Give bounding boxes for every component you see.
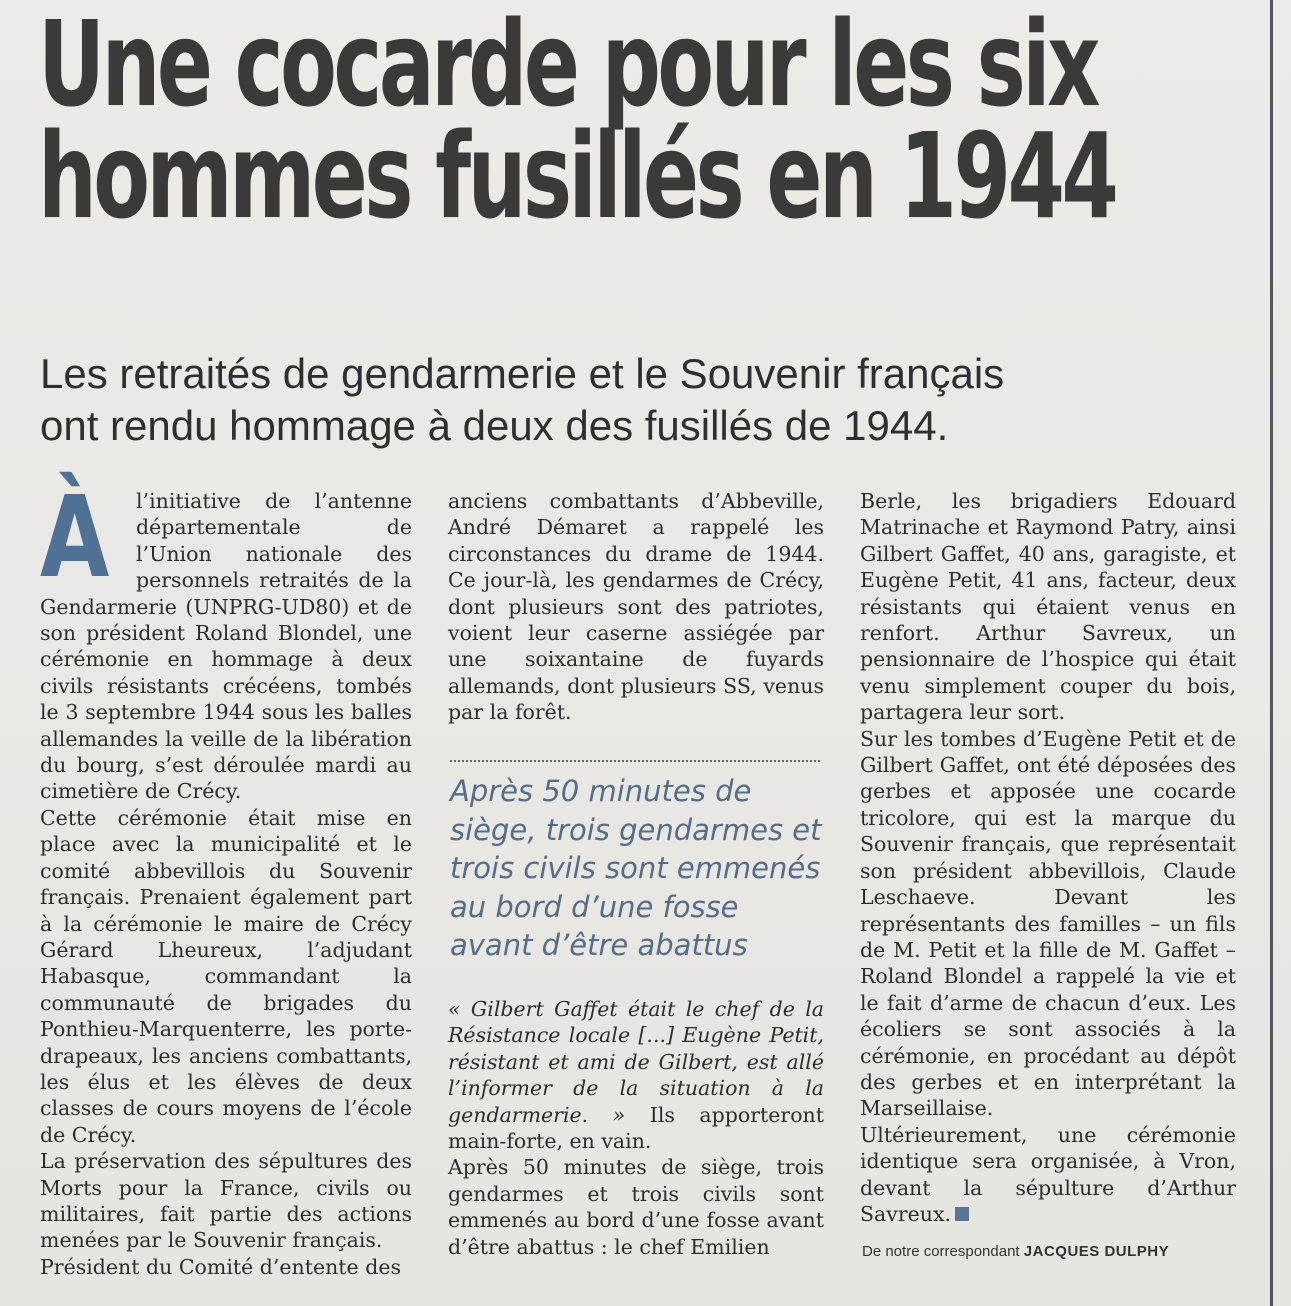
paragraph xyxy=(860,1122,1236,1228)
article-column-1 xyxy=(40,473,412,1280)
pullquote-line: siège, trois gendarmes et xyxy=(450,812,822,847)
paragraph: Berle, les brigadiers Edouard Matrinache et Raymond Patry, ainsi Gilbert Gaffet, 40 ans, garagiste, et Eugène Petit, 41 ans, facteur, deux résistants qui étaient venus en renfort. Arthur Savreux, un pensionnaire de l’hospice qui était venu simplement couper du bois, partagera leur sort. xyxy=(860,489,1236,725)
quote-text: « Gilbert Gaffet était le chef de la Résistance locale [...] Eugène Petit, résistant et ami de Gilbert, est allé l’informer de la situation à la gendarmerie. » xyxy=(448,997,824,1127)
subheadline-line-1: Les retraités de gendarmerie et le Souvenir français xyxy=(40,350,1005,397)
headline-line-1: Une cocarde pour les six xyxy=(38,0,1097,133)
subheadline-line-2: ont rendu hommage à deux des fusillés de 1944. xyxy=(40,402,949,449)
paragraph: La préservation des sépultures des Morts pour la France, civils ou militaires, fait partie des actions menées par le Souvenir français. xyxy=(40,1149,412,1253)
article-column-2 xyxy=(448,488,824,726)
subheadline xyxy=(40,348,1140,452)
quote-followup: Ils apporteront main-forte, en vain. xyxy=(448,1102,824,1154)
paragraph: anciens combattants d’Abbeville, André Démaret a rappelé les circonstances du drame de 1944. Ce jour-là, les gendarmes de Crécy, dont plusieurs sont des patriotes, voient leur caserne assiégée par une soixantaine de fuyards allemands, dont plusieurs SS, venus par la forêt. xyxy=(448,489,824,725)
pullquote xyxy=(450,772,822,965)
column-rule xyxy=(1270,0,1273,1306)
paragraph: Après 50 minutes de siège, trois gendarmes et trois civils sont emmenés au bord d’une fosse avant d’être abattus : le chef Emilien xyxy=(448,1155,824,1259)
paragraph: Cette cérémonie était mise en place avec la municipalité et le comité abbevillois du Souvenir français. Prenaient également part à la cérémonie le maire de Crécy Gérard Lheureux, l’adjudant Habasque, commandant la communauté de brigades du Ponthieu-Marquenterre, les porte-drapeaux, les anciens combattants, les élus et les élèves de deux classes de cours moyens de l’école de Crécy. xyxy=(40,805,412,1147)
article-column-2-continued xyxy=(448,996,824,1260)
pullquote-line: Après 50 minutes de xyxy=(450,774,752,808)
paragraph: Sur les tombes d’Eugène Petit et de Gilbert Gaffet, ont été déposées des gerbes et apposée une cocarde tricolore, qui est la marque du Souvenir français, que représentait son président abbevillois, Claude Leschaeve. Devant les représentants des familles – un fils de M. Petit et la fille de M. Gaffet – Roland Blondel a rappelé la vie et le fait d’arme de chacun d’eux. Les écoliers se sont associés à la cérémonie, en procédant au dépôt des gerbes et en interprétant la Marseillaise. xyxy=(860,726,1236,1121)
headline xyxy=(38,0,1228,245)
byline xyxy=(862,1243,1242,1260)
paragraph: l’initiative de l’antenne départementale de l’Union nationale des personnels retraités de la Gendarmerie (UNPRG-UD80) et de son président Roland Blondel, une cérémonie en hommage à deux civils résistants crécéens, tombés le 3 septembre 1944 sous les balles allemandes la veille de la libération du bourg, s’est déroulée mardi au cimetière de Crécy. xyxy=(40,489,412,804)
pullquote-line: avant d’être abattus xyxy=(450,928,748,962)
pullquote-divider xyxy=(450,760,820,762)
paragraph: Président du Comité d’entente des xyxy=(40,1254,401,1279)
closing-text: Ultérieurement, une cérémonie identique sera organisée, à Vron, devant la sépulture d’Arthur Savreux. xyxy=(860,1122,1236,1226)
quote-paragraph xyxy=(448,996,824,1154)
pullquote-line: au bord d’une fosse xyxy=(450,889,739,924)
byline-prefix: De notre correspondant xyxy=(862,1243,1024,1260)
byline-author: JACQUES DULPHY xyxy=(1023,1243,1170,1260)
drop-cap: À xyxy=(40,473,110,603)
article-column-3 xyxy=(860,488,1236,1227)
headline-line-2: hommes fusillés en 1944 xyxy=(38,107,1116,245)
pullquote-line: trois civils sont emmenés xyxy=(450,851,821,885)
end-mark-icon xyxy=(955,1207,969,1221)
